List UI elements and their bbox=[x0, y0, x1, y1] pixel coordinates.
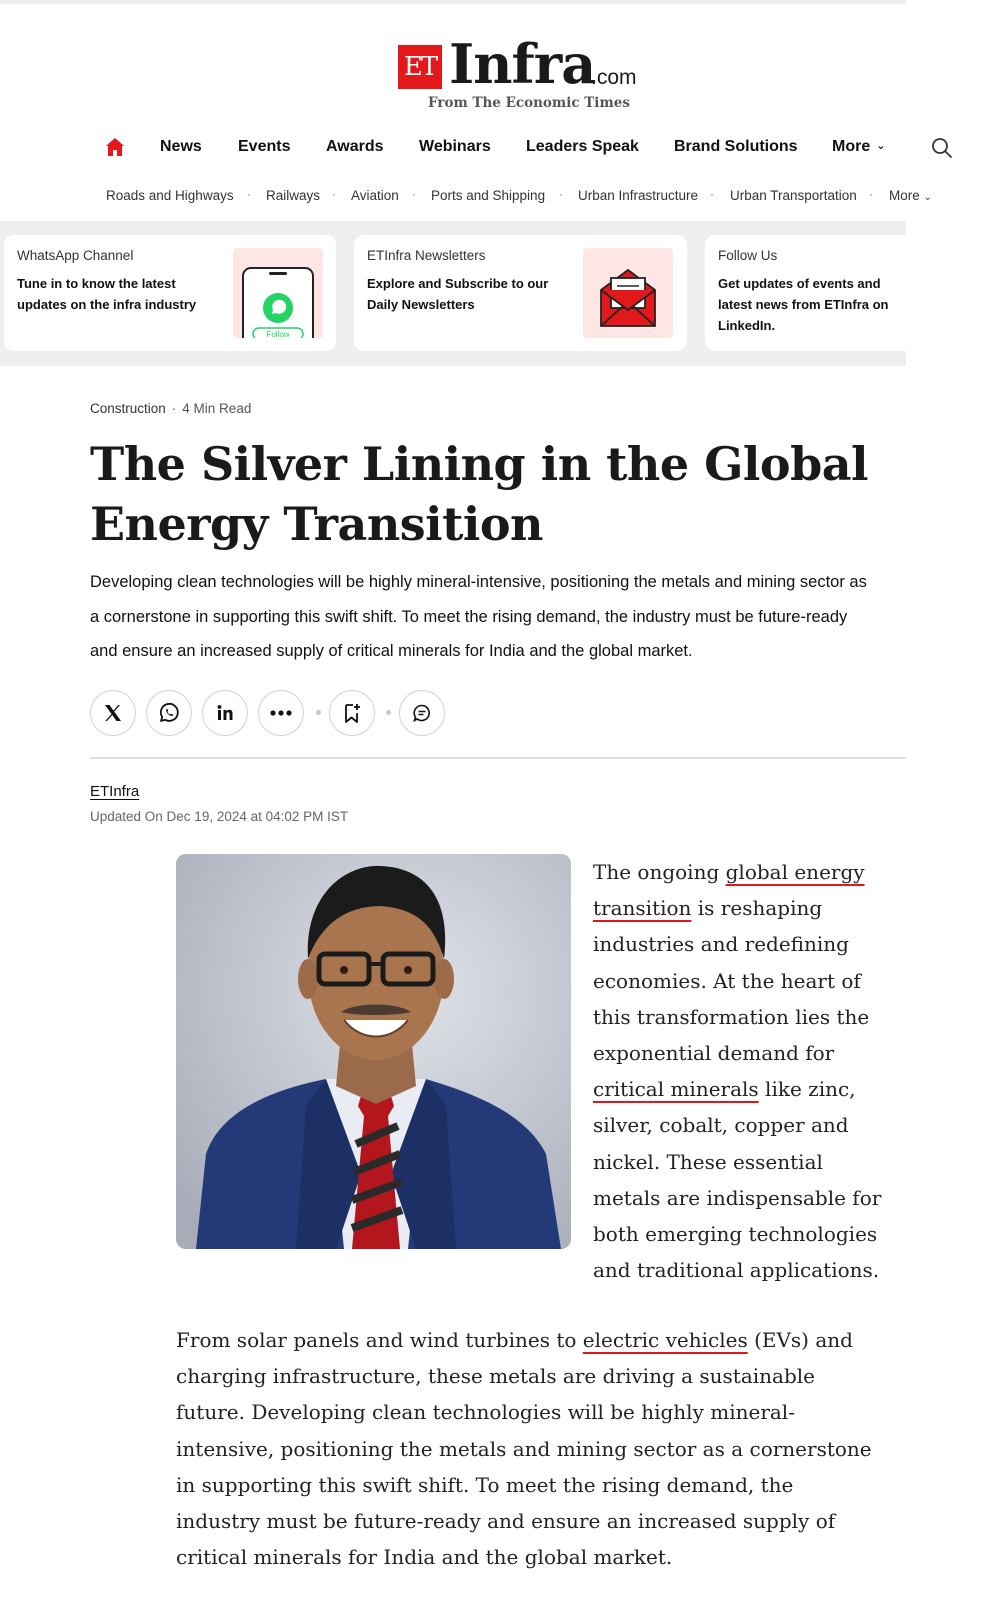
paragraph-text: The ongoing bbox=[593, 860, 726, 884]
subnav-railways[interactable]: Railways bbox=[266, 188, 321, 203]
synopsis-line: and ensure an increased supply of critical minerals for India and the global market. bbox=[90, 642, 693, 660]
separator-dot: · bbox=[247, 187, 251, 201]
share-whatsapp-button[interactable] bbox=[146, 690, 192, 736]
separator-dot: · bbox=[412, 187, 416, 201]
separator-dot: · bbox=[710, 187, 714, 201]
logo-wordmark: Infra bbox=[449, 32, 596, 96]
separator-dot: · bbox=[171, 401, 177, 416]
logo-et-mark: ET bbox=[398, 45, 442, 89]
link-electric-vehicles[interactable]: electric vehicles bbox=[582, 1328, 748, 1352]
search-icon[interactable] bbox=[930, 136, 954, 160]
follow-button-label: Follow bbox=[266, 330, 290, 338]
whatsapp-phone-icon bbox=[233, 248, 323, 338]
share-x-button[interactable] bbox=[90, 690, 136, 736]
newsletter-envelope-icon bbox=[583, 248, 673, 338]
comment-icon bbox=[412, 703, 432, 723]
share-more-button[interactable] bbox=[258, 690, 304, 736]
article-meta bbox=[90, 401, 251, 416]
divider bbox=[90, 757, 906, 759]
chevron-down-icon: ⌄ bbox=[876, 140, 886, 152]
article-paragraph bbox=[593, 854, 893, 1288]
nav-more-label: More bbox=[832, 138, 871, 155]
promo-title: WhatsApp Channel bbox=[17, 248, 134, 263]
nav-news[interactable]: News bbox=[160, 138, 202, 155]
nav-more[interactable] bbox=[832, 138, 885, 156]
synopsis-line: Developing clean technologies will be highly mineral-intensive, positioning the metals and mining sector as bbox=[90, 573, 867, 591]
promo-title: ETInfra Newsletters bbox=[367, 248, 486, 263]
nav-events[interactable]: Events bbox=[238, 138, 291, 155]
subnav-ports[interactable]: Ports and Shipping bbox=[431, 188, 546, 203]
linkedin-icon bbox=[215, 703, 235, 723]
paragraph-text: From solar panels and wind turbines to bbox=[176, 1328, 583, 1352]
nav-brand-solutions[interactable]: Brand Solutions bbox=[674, 138, 798, 155]
logo-domain: .com bbox=[591, 66, 637, 89]
paragraph-text: (EVs) and charging infrastructure, these metals are driving a sustainable future. Developing clean technologies will be highly mineral-intensive, positioning the metals and mining sector as a cornerstone in supporting this swift shift. To meet the rising demand, the industry must be future-ready and ensure an increased supply of critical minerals for India and the global market. bbox=[176, 1328, 872, 1570]
x-icon bbox=[103, 703, 123, 723]
sub-nav bbox=[106, 188, 946, 206]
promo-card-newsletter[interactable] bbox=[354, 235, 687, 351]
headline-line-1: The Silver Lining in the Global bbox=[90, 437, 869, 491]
subnav-urban-transport[interactable]: Urban Transportation bbox=[730, 188, 857, 203]
home-icon[interactable] bbox=[104, 136, 126, 158]
nav-leaders-speak[interactable]: Leaders Speak bbox=[526, 138, 639, 155]
separator-dot bbox=[316, 710, 321, 715]
nav-awards[interactable]: Awards bbox=[326, 138, 384, 155]
paragraph-text: is reshaping industries and redefining economies. At the heart of this transformation lies the exponential demand for bbox=[593, 896, 870, 1066]
promo-card-whatsapp[interactable] bbox=[4, 235, 336, 351]
article-paragraph bbox=[176, 1322, 876, 1575]
read-time: 4 Min Read bbox=[182, 401, 252, 416]
promo-title: Follow Us bbox=[718, 248, 778, 263]
comments-button[interactable] bbox=[399, 690, 445, 736]
updated-timestamp: Updated On Dec 19, 2024 at 04:02 PM IST bbox=[90, 809, 349, 824]
separator-dot bbox=[386, 710, 391, 715]
link-critical-minerals[interactable]: critical minerals bbox=[593, 1077, 759, 1102]
article-headline bbox=[90, 434, 890, 554]
more-dots-icon bbox=[269, 709, 293, 717]
synopsis-line: a cornerstone in supporting this swift shift. To meet the rising demand, the industry must be future-ready bbox=[90, 607, 848, 626]
subnav-roads[interactable]: Roads and Highways bbox=[106, 188, 234, 203]
article-photo bbox=[176, 854, 571, 1249]
paragraph-text: like zinc, silver, cobalt, copper and nickel. These essential metals are indispensable for both emerging technologies and traditional applications. bbox=[593, 1077, 882, 1283]
bookmark-add-icon bbox=[341, 702, 363, 724]
separator-dot: · bbox=[332, 187, 336, 201]
site-logo[interactable] bbox=[398, 32, 648, 116]
subnav-aviation[interactable]: Aviation bbox=[351, 188, 399, 203]
separator-dot: · bbox=[869, 187, 873, 201]
nav-webinars[interactable]: Webinars bbox=[419, 138, 491, 155]
subnav-more-label: More bbox=[889, 188, 920, 203]
top-border bbox=[0, 0, 906, 4]
separator-dot: · bbox=[559, 187, 563, 201]
share-linkedin-button[interactable] bbox=[202, 690, 248, 736]
main-nav bbox=[100, 136, 960, 162]
promo-body: Tune in to know the latest updates on the infra industry bbox=[17, 276, 197, 312]
logo-tagline: From The Economic Times bbox=[428, 95, 630, 111]
author-link[interactable]: ETInfra bbox=[90, 783, 140, 800]
promo-body: Explore and Subscribe to our Daily Newsletters bbox=[367, 276, 549, 312]
subnav-urban-infra[interactable]: Urban Infrastructure bbox=[578, 188, 699, 203]
whatsapp-icon bbox=[157, 701, 181, 725]
link-global-energy-transition[interactable]: global energy transition bbox=[593, 860, 865, 921]
subnav-more[interactable] bbox=[889, 188, 932, 203]
headline-line-2: Energy Transition bbox=[90, 497, 544, 551]
chevron-down-icon: ⌄ bbox=[923, 192, 932, 203]
article-category[interactable]: Construction bbox=[90, 401, 166, 416]
bookmark-button[interactable] bbox=[329, 690, 375, 736]
article-synopsis bbox=[90, 565, 906, 669]
promo-card-follow-us[interactable] bbox=[705, 235, 906, 351]
promo-body: Get updates of events and latest news from ETInfra on LinkedIn. bbox=[718, 276, 889, 333]
